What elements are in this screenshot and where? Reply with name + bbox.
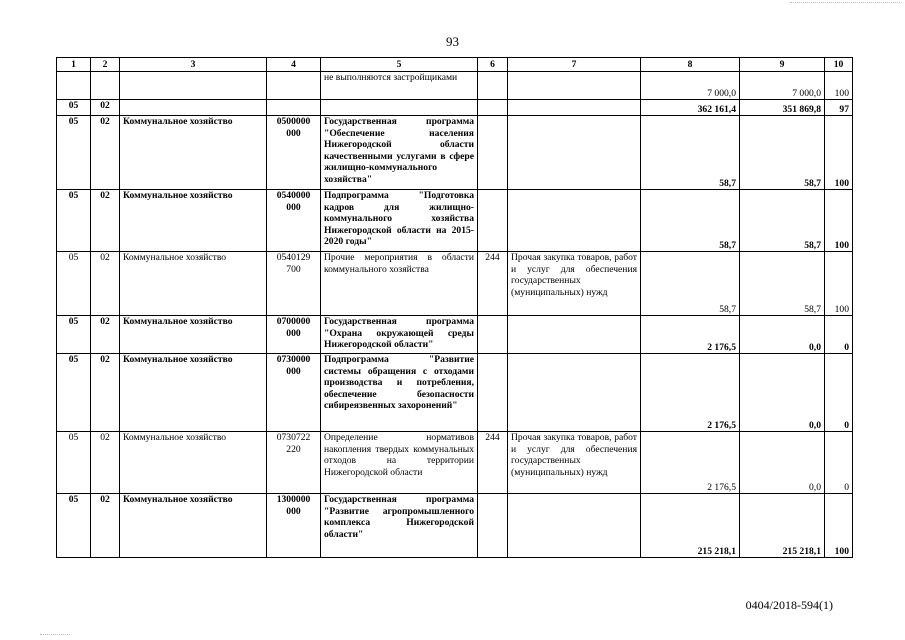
table-cell-c2: 02 bbox=[91, 190, 120, 252]
table-row bbox=[57, 116, 853, 190]
table-cell-c3: Коммунальное хозяйство bbox=[120, 252, 267, 316]
table-cell-c5: Определение нормативов накопления твердых коммунальных отходов на территории Нижегородской области bbox=[321, 432, 478, 494]
column-header: 7 bbox=[508, 58, 641, 72]
column-header: 9 bbox=[740, 58, 825, 72]
table-cell-c6: 244 bbox=[478, 252, 508, 316]
table-cell-c1: 05 bbox=[57, 190, 91, 252]
table-cell-c5 bbox=[321, 100, 478, 116]
scan-mark bbox=[40, 634, 70, 635]
table-cell-c8: 58,7 bbox=[641, 252, 740, 316]
table-row bbox=[57, 354, 853, 432]
table-cell-c3: Коммунальное хозяйство bbox=[120, 116, 267, 190]
table-cell-c1: 05 bbox=[57, 116, 91, 190]
table-cell-c4: 0730722 220 bbox=[267, 432, 321, 494]
table-cell-c7 bbox=[508, 100, 641, 116]
table-row bbox=[57, 432, 853, 494]
table-cell-c2: 02 bbox=[91, 494, 120, 558]
table-cell-c2: 02 bbox=[91, 432, 120, 494]
scan-mark bbox=[790, 2, 900, 3]
table-cell-c9: 351 869,8 bbox=[740, 100, 825, 116]
table-cell-c4: 1300000 000 bbox=[267, 494, 321, 558]
table-cell-c10: 100 bbox=[825, 72, 853, 100]
table-cell-c9: 58,7 bbox=[740, 252, 825, 316]
table-cell-c10: 97 bbox=[825, 100, 853, 116]
table-cell-c1: 05 bbox=[57, 432, 91, 494]
table-cell-c4: 0540129 700 bbox=[267, 252, 321, 316]
column-header: 5 bbox=[321, 58, 478, 72]
table-cell-c3 bbox=[120, 100, 267, 116]
table-row bbox=[57, 316, 853, 354]
table-cell-c5: Подпрограмма "Развитие системы обращения с отходами производства и потребления, обеспечение безопасности сибиреязвенных захоронений" bbox=[321, 354, 478, 432]
table-cell-c6 bbox=[478, 116, 508, 190]
table-cell-c6 bbox=[478, 316, 508, 354]
document-code: 0404/2018-594(1) bbox=[745, 598, 833, 612]
table-cell-c6 bbox=[478, 100, 508, 116]
table-cell-c5: Подпрограмма "Подготовка кадров для жилищно-коммунального хозяйства Нижегородской области на 2015-2020 годы" bbox=[321, 190, 478, 252]
table-cell-c2: 02 bbox=[91, 316, 120, 354]
table-cell-c6 bbox=[478, 190, 508, 252]
table-row bbox=[57, 100, 853, 116]
table-cell-c8: 7 000,0 bbox=[641, 72, 740, 100]
column-header: 6 bbox=[478, 58, 508, 72]
table-cell-c3: Коммунальное хозяйство bbox=[120, 190, 267, 252]
table-cell-c3: Коммунальное хозяйство bbox=[120, 432, 267, 494]
table-cell-c9: 215 218,1 bbox=[740, 494, 825, 558]
table-cell-c10: 0 bbox=[825, 316, 853, 354]
table-cell-c7 bbox=[508, 190, 641, 252]
table-cell-c4: 0730000 000 bbox=[267, 354, 321, 432]
table-cell-c1 bbox=[57, 72, 91, 100]
table-cell-c1: 05 bbox=[57, 316, 91, 354]
budget-table bbox=[56, 57, 853, 558]
table-cell-c5: Государственная программа "Охрана окружающей среды Нижегородской области" bbox=[321, 316, 478, 354]
page-number: 93 bbox=[446, 34, 459, 49]
table-cell-c3: Коммунальное хозяйство bbox=[120, 316, 267, 354]
table-cell-c7 bbox=[508, 494, 641, 558]
column-header: 4 bbox=[267, 58, 321, 72]
table-cell-c4: 0500000 000 bbox=[267, 116, 321, 190]
table-cell-c9: 58,7 bbox=[740, 116, 825, 190]
table-cell-c9: 58,7 bbox=[740, 190, 825, 252]
table-cell-c7 bbox=[508, 354, 641, 432]
table-cell-c8: 2 176,5 bbox=[641, 354, 740, 432]
table-cell-c4: 0540000 000 bbox=[267, 190, 321, 252]
table-cell-c10: 100 bbox=[825, 116, 853, 190]
table-cell-c7: Прочая закупка товаров, работ и услуг для обеспечения государственных (муниципальных) нужд bbox=[508, 252, 641, 316]
table-cell-c9: 0,0 bbox=[740, 316, 825, 354]
table-cell-c8: 58,7 bbox=[641, 190, 740, 252]
table-cell-c5: Государственная программа "Обеспечение населения Нижегородской области качественными услугами в сфере жилищно-коммунального хозяйства" bbox=[321, 116, 478, 190]
table-row bbox=[57, 252, 853, 316]
table-cell-c2: 02 bbox=[91, 100, 120, 116]
table-cell-c10: 0 bbox=[825, 432, 853, 494]
table-cell-c10: 100 bbox=[825, 190, 853, 252]
table-cell-c1: 05 bbox=[57, 100, 91, 116]
column-header: 10 bbox=[825, 58, 853, 72]
table-cell-c2: 02 bbox=[91, 354, 120, 432]
table-cell-c5: Прочие мероприятия в области коммунального хозяйства bbox=[321, 252, 478, 316]
table-row bbox=[57, 72, 853, 100]
table-cell-c1: 05 bbox=[57, 252, 91, 316]
table-cell-c6: 244 bbox=[478, 432, 508, 494]
table-cell-c3: Коммунальное хозяйство bbox=[120, 354, 267, 432]
table-cell-c4 bbox=[267, 100, 321, 116]
table-cell-c9: 0,0 bbox=[740, 432, 825, 494]
table-cell-c7 bbox=[508, 316, 641, 354]
table-cell-c4: 0700000 000 bbox=[267, 316, 321, 354]
column-header: 1 bbox=[57, 58, 91, 72]
table-cell-c9: 0,0 bbox=[740, 354, 825, 432]
table-cell-c8: 58,7 bbox=[641, 116, 740, 190]
table-cell-c10: 100 bbox=[825, 252, 853, 316]
table-cell-c6 bbox=[478, 494, 508, 558]
table-cell-c10: 100 bbox=[825, 494, 853, 558]
table-header-row bbox=[57, 58, 853, 72]
table-cell-c7: Прочая закупка товаров, работ и услуг для обеспечения государственных (муниципальных) нужд bbox=[508, 432, 641, 494]
table-cell-c4 bbox=[267, 72, 321, 100]
table-cell-c5: Государственная программа "Развитие агропромышленного комплекса Нижегородской области" bbox=[321, 494, 478, 558]
table-cell-c10: 0 bbox=[825, 354, 853, 432]
table-row bbox=[57, 190, 853, 252]
table-cell-c2 bbox=[91, 72, 120, 100]
table-cell-c8: 362 161,4 bbox=[641, 100, 740, 116]
column-header: 8 bbox=[641, 58, 740, 72]
table-cell-c6 bbox=[478, 72, 508, 100]
table-row bbox=[57, 494, 853, 558]
table-cell-c2: 02 bbox=[91, 116, 120, 190]
table-cell-c5: не выполняются застройщиками bbox=[321, 72, 478, 100]
table-cell-c6 bbox=[478, 354, 508, 432]
table-cell-c9: 7 000,0 bbox=[740, 72, 825, 100]
table-body bbox=[57, 72, 853, 558]
table-cell-c7 bbox=[508, 72, 641, 100]
table-cell-c2: 02 bbox=[91, 252, 120, 316]
table-cell-c3 bbox=[120, 72, 267, 100]
table-cell-c7 bbox=[508, 116, 641, 190]
column-header: 3 bbox=[120, 58, 267, 72]
table-cell-c8: 2 176,5 bbox=[641, 432, 740, 494]
table-cell-c1: 05 bbox=[57, 494, 91, 558]
table-cell-c3: Коммунальное хозяйство bbox=[120, 494, 267, 558]
table-cell-c8: 215 218,1 bbox=[641, 494, 740, 558]
table-cell-c1: 05 bbox=[57, 354, 91, 432]
column-header: 2 bbox=[91, 58, 120, 72]
table-cell-c8: 2 176,5 bbox=[641, 316, 740, 354]
